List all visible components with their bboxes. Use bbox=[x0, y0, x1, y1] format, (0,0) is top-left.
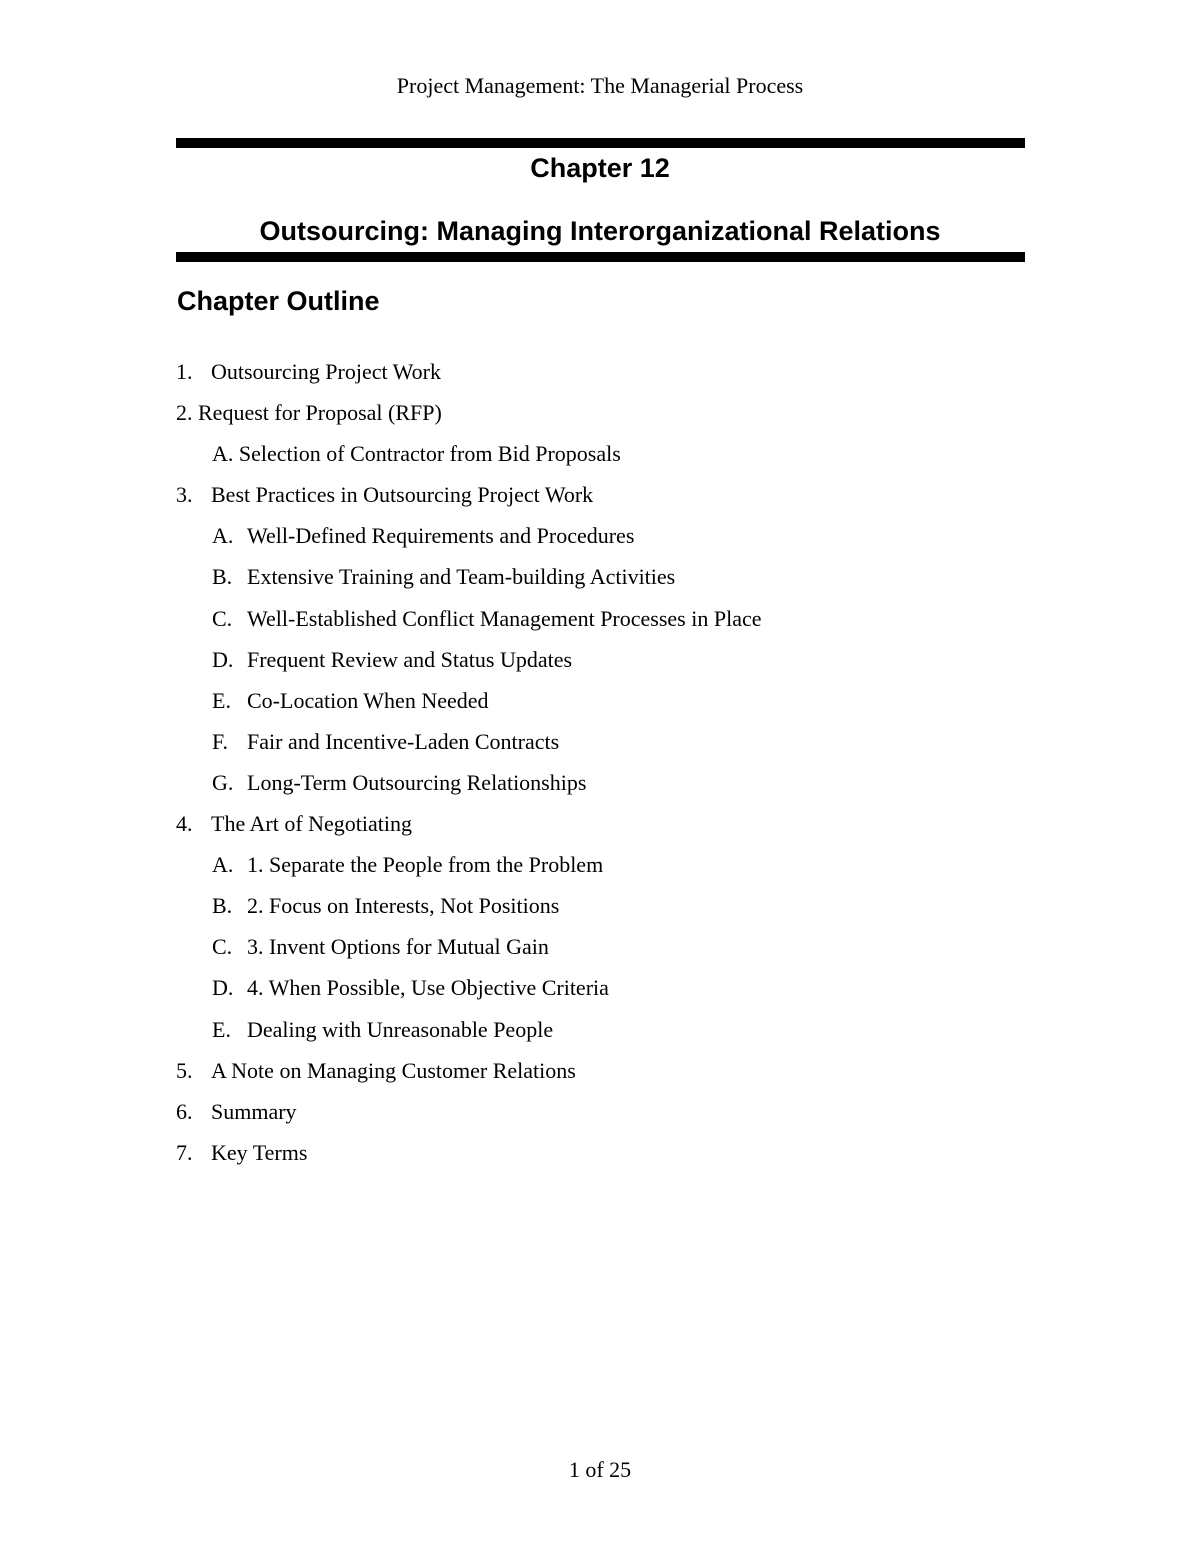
bottom-rule bbox=[176, 252, 1025, 262]
outline-item bbox=[176, 480, 1026, 521]
outline-heading: Chapter Outline bbox=[177, 286, 380, 316]
outline-item bbox=[176, 1138, 1026, 1179]
outline-item-number: 6. bbox=[176, 1098, 193, 1124]
outline-subitem-text: 2. Focus on Interests, Not Positions bbox=[247, 893, 560, 919]
outline-subitem bbox=[176, 439, 1026, 480]
outline-subitem-text: 3. Invent Options for Mutual Gain bbox=[247, 934, 549, 960]
outline-subitem-letter: D. bbox=[212, 975, 234, 1001]
outline-subitem-letter: G. bbox=[212, 769, 234, 795]
outline-subitem-text: Dealing with Unreasonable People bbox=[247, 1016, 554, 1042]
outline-subitem bbox=[176, 932, 1026, 973]
top-rule bbox=[176, 138, 1025, 148]
outline-subitem bbox=[176, 891, 1026, 932]
outline-subitem bbox=[176, 768, 1026, 809]
outline-subitem bbox=[176, 521, 1026, 562]
outline-subitem-text: A. Selection of Contractor from Bid Proposals bbox=[212, 441, 621, 467]
outline-item bbox=[176, 809, 1026, 850]
outline-subitem-letter: C. bbox=[212, 605, 233, 631]
outline-item-text: 2. Request for Proposal (RFP) bbox=[176, 400, 442, 426]
outline-item-number: 1. bbox=[176, 359, 193, 384]
outline-subitem bbox=[176, 973, 1026, 1014]
outline-item-number: 4. bbox=[176, 811, 193, 837]
outline-item bbox=[176, 357, 1026, 398]
outline-item-text: Key Terms bbox=[211, 1139, 308, 1165]
outline-subitem-letter: C. bbox=[212, 934, 233, 960]
outline-subitem-text: 1. Separate the People from the Problem bbox=[247, 852, 604, 878]
outline-item-number: 7. bbox=[176, 1139, 193, 1165]
outline-subitem bbox=[176, 686, 1026, 727]
chapter-title: Outsourcing: Managing Interorganizational Relations bbox=[259, 216, 941, 246]
outline-item-number: 5. bbox=[176, 1057, 193, 1083]
outline-subitem-letter: F. bbox=[212, 728, 228, 754]
outline-subitem bbox=[176, 850, 1026, 891]
outline-subitem bbox=[176, 604, 1026, 645]
outline-subitem bbox=[176, 562, 1026, 603]
outline-subitem-letter: E. bbox=[212, 1016, 231, 1042]
outline-subitem-text: Well-Established Conflict Management Processes in Place bbox=[247, 605, 762, 631]
outline-subitem-letter: E. bbox=[212, 687, 231, 713]
outline-item bbox=[176, 1097, 1026, 1138]
outline-item-text: The Art of Negotiating bbox=[211, 811, 413, 837]
outline-item-text: Outsourcing Project Work bbox=[211, 359, 442, 384]
outline-subitem-letter: A. bbox=[212, 523, 234, 549]
outline-item bbox=[176, 398, 1026, 439]
outline-subitem-text: Fair and Incentive-Laden Contracts bbox=[247, 728, 560, 754]
outline-item bbox=[176, 1056, 1026, 1097]
chapter-outline bbox=[176, 357, 1026, 1179]
outline-subitem bbox=[176, 1015, 1026, 1056]
outline-item-text: A Note on Managing Customer Relations bbox=[211, 1057, 576, 1083]
outline-subitem-letter: D. bbox=[212, 646, 234, 672]
outline-subitem-text: Frequent Review and Status Updates bbox=[247, 646, 573, 672]
running-header: Project Management: The Managerial Process bbox=[396, 73, 804, 98]
outline-subitem-text: Long-Term Outsourcing Relationships bbox=[247, 769, 587, 795]
outline-subitem-letter: A. bbox=[212, 852, 234, 878]
page-number: 1 of 25 bbox=[568, 1457, 632, 1482]
outline-subitem bbox=[176, 727, 1026, 768]
outline-item-number: 3. bbox=[176, 482, 193, 508]
chapter-number: Chapter 12 bbox=[530, 153, 670, 183]
outline-subitem-letter: B. bbox=[212, 893, 233, 919]
outline-subitem-text: Extensive Training and Team-building Activities bbox=[247, 564, 676, 590]
outline-subitem bbox=[176, 645, 1026, 686]
outline-item-text: Best Practices in Outsourcing Project Work bbox=[211, 482, 594, 508]
outline-subitem-text: 4. When Possible, Use Objective Criteria bbox=[247, 975, 609, 1001]
outline-subitem-text: Co-Location When Needed bbox=[247, 687, 489, 713]
outline-subitem-text: Well-Defined Requirements and Procedures bbox=[247, 523, 635, 549]
outline-subitem-letter: B. bbox=[212, 564, 233, 590]
outline-item-text: Summary bbox=[211, 1098, 297, 1124]
